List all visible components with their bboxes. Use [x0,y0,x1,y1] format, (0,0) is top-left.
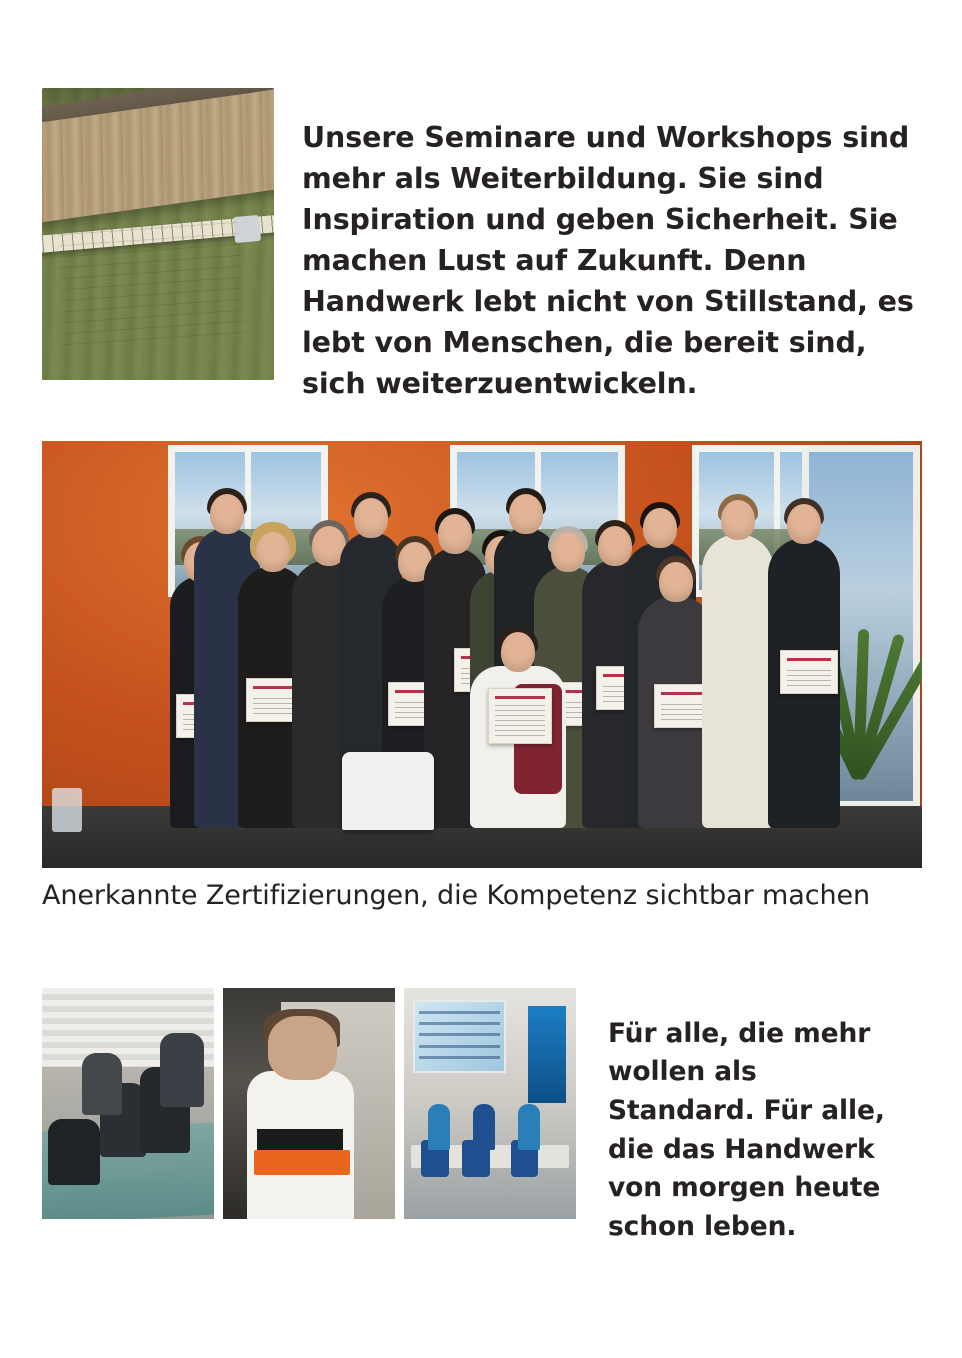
subfloor-texture [57,216,246,345]
person-figure [518,1104,540,1150]
projection-screen [413,1000,506,1073]
workshop-floor-laying-photo [42,988,214,1219]
person-figure [48,1119,100,1185]
person-figure [160,1033,204,1107]
classroom-seminar-photo [404,988,576,1219]
white-chair [342,752,434,830]
shirt-brand-logo [254,1150,350,1175]
farben-huffer-shirt-photo [223,988,395,1219]
person-figure [473,1104,495,1150]
head-shape [268,1016,337,1081]
person-figure [768,538,840,828]
person-figure [428,1104,450,1150]
drinking-glass [52,788,82,832]
certification-group-photo [42,441,922,868]
gallery-section [42,988,922,1273]
group-photo-caption: Anerkannte Zertifizierungen, die Kompetenz sichtbar machen [42,880,870,911]
person-figure [82,1053,122,1115]
floor-measuring-photo [42,88,274,380]
intro-paragraph: Unsere Seminare und Workshops sind mehr als Weiterbildung. Sie sind Inspiration und geben Sicherheit. Sie machen Lust auf Zukunft. Denn Handwerk lebt nicht von Stillstand, es lebt von Menschen, die bereit sind, sich weiterzuentwickeln. [302,120,914,400]
shirt-logo-line [257,1129,343,1150]
gallery-paragraph: Für alle, die mehr wollen als Standard. Für alle, die das Handwerk von morgen heute schon leben. [608,1017,885,1242]
person-figure [702,534,774,828]
person-figure-kneeling [470,666,566,828]
intro-section [42,88,922,432]
roll-up-banner [528,1006,566,1103]
